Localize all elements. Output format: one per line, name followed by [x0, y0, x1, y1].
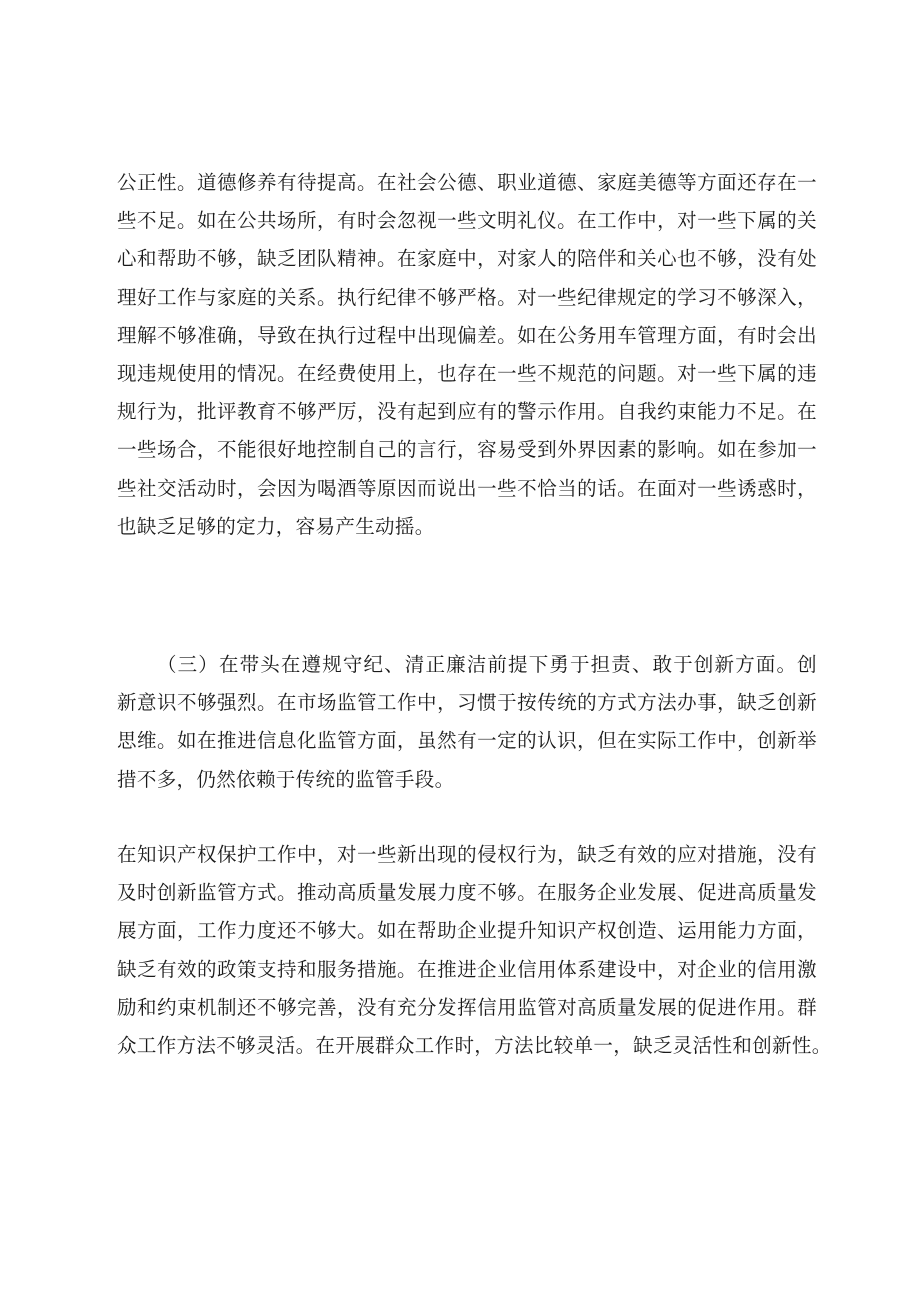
- text-line: 新意识不够强烈。在市场监管工作中，习惯于按传统的方式方法办事，缺乏创新: [117, 691, 817, 715]
- text-line: 也缺乏足够的定力，容易产生动摇。: [117, 514, 435, 538]
- text-line: 公正性。道德修养有待提高。在社会公德、职业道德、家庭美德等方面还存在一: [117, 171, 817, 194]
- text-line: 缺乏有效的政策支持和服务措施。在推进企业信用体系建设中，对企业的信用激: [117, 957, 817, 981]
- text-line: 措不多，仍然依赖于传统的监管手段。: [117, 767, 455, 791]
- paragraph-1: [117, 164, 817, 546]
- text-line: 些社交活动时，会因为喝酒等原因而说出一些不恰当的话。在面对一些诱惑时，: [117, 476, 817, 500]
- text-line: 及时创新监管方式。推动高质量发展力度不够。在服务企业发展、促进高质量发: [117, 881, 817, 905]
- paragraph-2: [117, 646, 817, 799]
- section-heading-line: （三）在带头在遵规守纪、清正廉洁前提下勇于担责、敢于创新方面。创: [157, 653, 817, 676]
- text-line: 众工作方法不够灵活。在开展群众工作时，方法比较单一，缺乏灵活性和创新性。: [117, 1033, 832, 1057]
- text-line: 思维。如在推进信息化监管方面，虽然有一定的认识，但在实际工作中，创新举: [117, 729, 817, 753]
- text-line: 励和约束机制还不够完善，没有充分发挥信用监管对高质量发展的促进作用。群: [117, 995, 817, 1019]
- text-line: 在知识产权保护工作中，对一些新出现的侵权行为，缺乏有效的应对措施，没有: [117, 843, 817, 866]
- text-line: 现违规使用的情况。在经费使用上，也存在一些不规范的问题。对一些下属的违: [117, 361, 817, 385]
- text-line: 一些场合，不能很好地控制自己的言行，容易受到外界因素的影响。如在参加一: [117, 438, 817, 462]
- text-line: 规行为，批评教育不够严厉，没有起到应有的警示作用。自我约束能力不足。在: [117, 400, 817, 424]
- text-line: 理解不够准确，导致在执行过程中出现偏差。如在公务用车管理方面，有时会出: [117, 323, 817, 347]
- text-line: 展方面，工作力度还不够大。如在帮助企业提升知识产权创造、运用能力方面，: [117, 919, 817, 943]
- text-line: 理好工作与家庭的关系。执行纪律不够严格。对一些纪律规定的学习不够深入，: [117, 285, 817, 309]
- text-line: 些不足。如在公共场所，有时会忽视一些文明礼仪。在工作中，对一些下属的关: [117, 209, 817, 233]
- text-line: 心和帮助不够，缺乏团队精神。在家庭中，对家人的陪伴和关心也不够，没有处: [117, 247, 817, 271]
- paragraph-3: [117, 836, 832, 1065]
